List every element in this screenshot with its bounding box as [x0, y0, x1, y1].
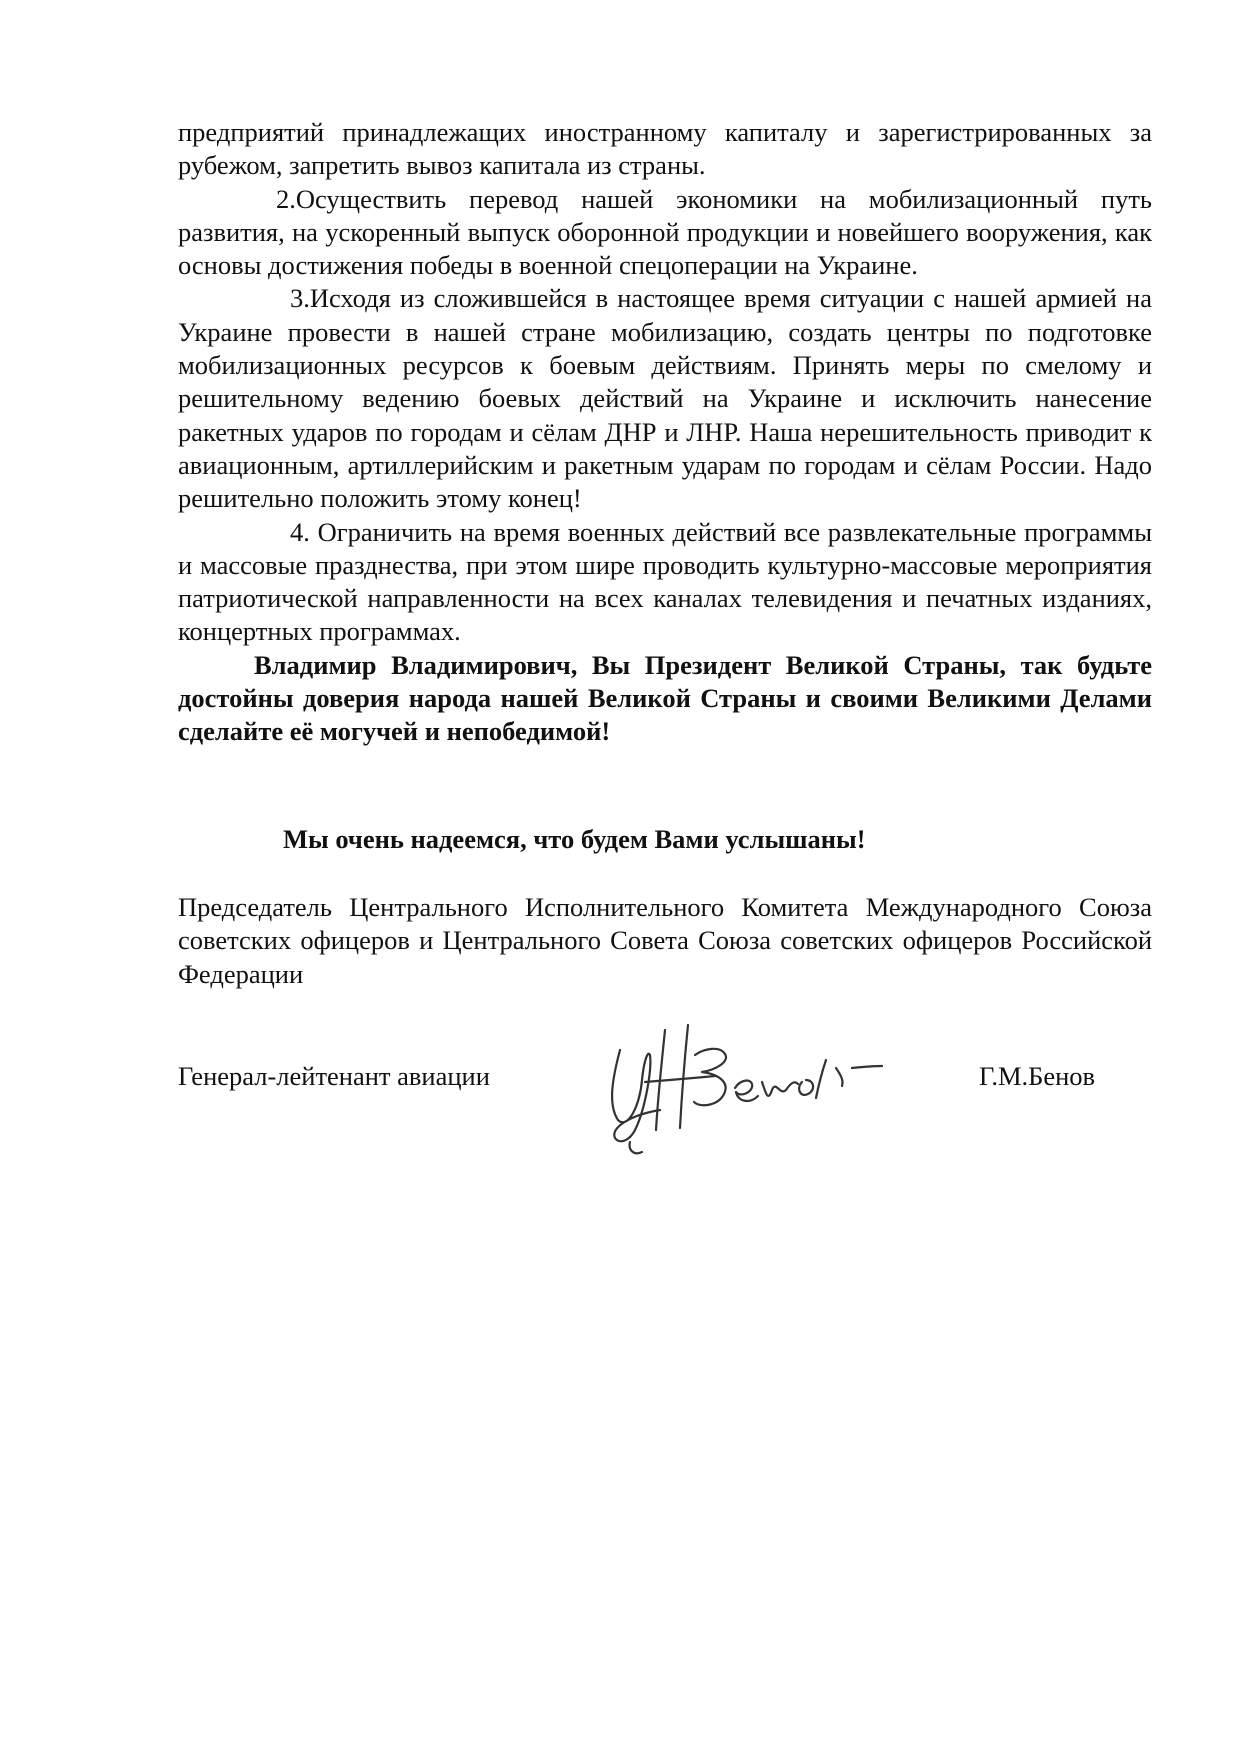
signatory-position: Председатель Центрального Исполнительного Комитета Международного Союза советских офицеров и Центрального Совета Союза советских офицеров Российской Федерации	[178, 892, 1152, 989]
handwritten-signature	[590, 1010, 940, 1160]
paragraph-item-3: 3.Исходя из сложившейся в настоящее время ситуации с нашей армией на Украине провести в нашей стране мобилизацию, создать центры по подготовке мобилизационных ресурсов к боевым действиям. Принять меры по смелому и решительному ведению боевых действий на Украине и исключить нанесение ракетных ударов по городам и сёлам ДНР и ЛНР. Наша нерешительность приводит к авиационным, артиллерийским и ракетным ударам по городам и сёлам России. Надо решительно положить этому конец!	[178, 283, 1152, 514]
letter-body	[178, 116, 1152, 749]
signatory-name: Г.М.Бенов	[979, 1061, 1096, 1091]
closing-line: Мы очень надеемся, что будем Вами услышаны!	[283, 824, 866, 854]
signatory-rank: Генерал-лейтенант авиации	[178, 1061, 490, 1091]
paragraph-item-4: 4. Ограничить на время военных действий все развлекательные программы и массовые празднества, при этом шире проводить культурно-массовые мероприятия патриотической направленности на всех каналах телевидения и печатных изданиях, концертных программах.	[178, 516, 1152, 647]
paragraph-item-2: 2.Осуществить перевод нашей экономики на мобилизационный путь развития, на ускоренный выпуск оборонной продукции и новейшего вооружения, как основы достижения победы в военной спецоперации на Украине.	[178, 183, 1152, 281]
paragraph-continuation: предприятий принадлежащих иностранному капиталу и зарегистрированных за рубежом, запретить вывоз капитала из страны.	[178, 117, 1152, 181]
appeal-paragraph: Владимир Владимирович, Вы Президент Великой Страны, так будьте достойны доверия народа нашей Великой Страны и своими Великими Делами сделайте её могучей и непобедимой!	[178, 649, 1152, 747]
